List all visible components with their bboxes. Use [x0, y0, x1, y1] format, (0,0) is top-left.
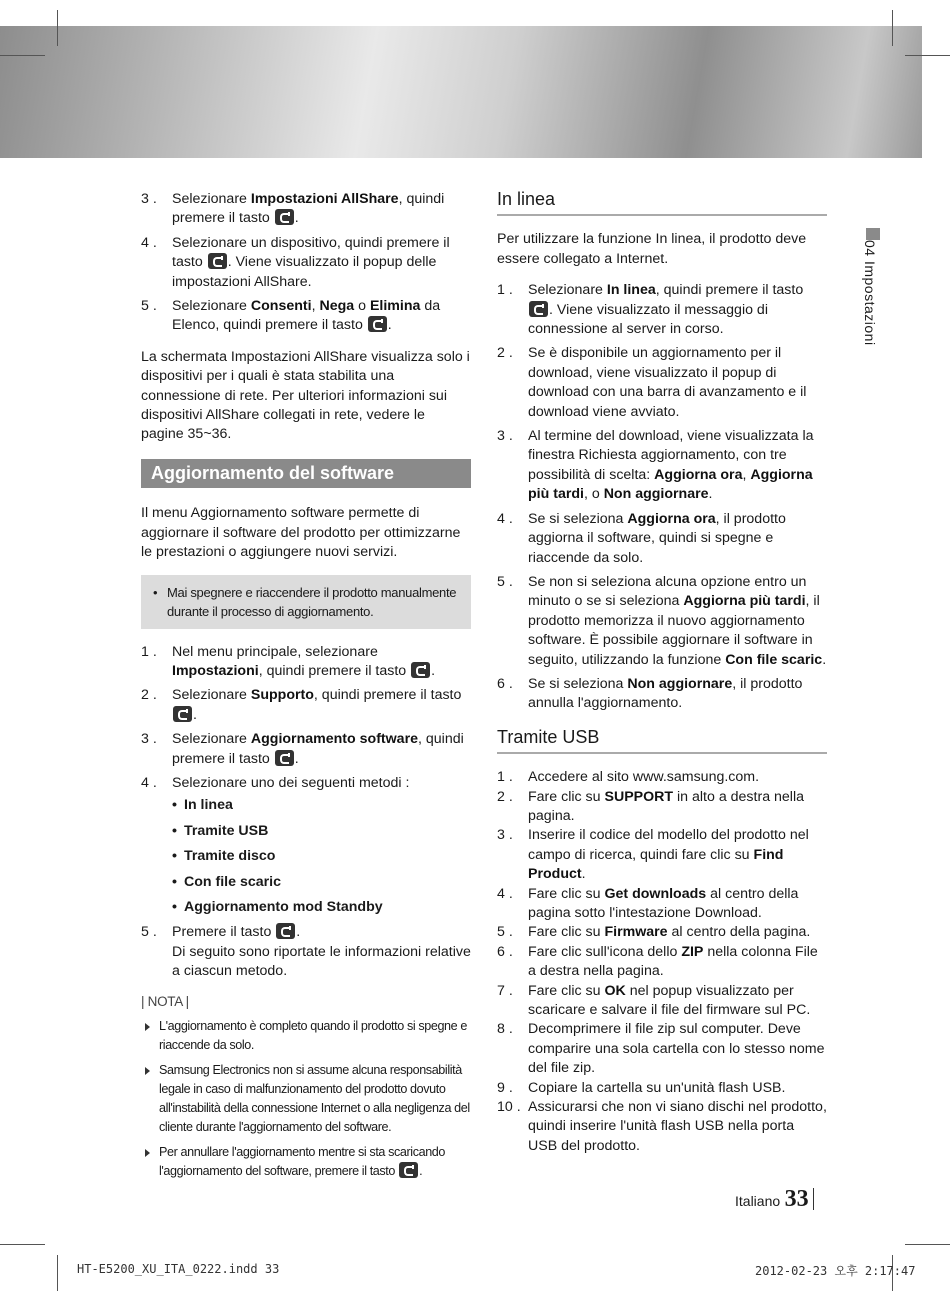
crop-mark — [57, 10, 58, 46]
step-text: Fare clic su OK nel popup visualizzato per scaricare e salvare il file del firmware sul PC. — [528, 982, 811, 1019]
allshare-steps — [141, 190, 471, 336]
list-item — [497, 1079, 827, 1098]
enter-button-icon — [411, 662, 430, 678]
bold-term: Non aggiornare — [627, 675, 733, 692]
step-number: 3 . — [141, 191, 157, 207]
in-linea-steps — [497, 281, 827, 714]
step-text: Inserire il codice del modello del prodotto nel campo di ricerca, quindi fare clic su Find Product. — [528, 827, 809, 883]
step-number: 5 . — [497, 573, 513, 590]
step-number: 3 . — [497, 827, 513, 844]
nota-item: Samsung Electronics non si assume alcuna responsabilità legale in caso di malfunzionamento del prodotto dovuto all'instabilità della connessione Internet o alla negligenza del cliente durante l'aggiornamento del software. — [141, 1061, 471, 1137]
step-text: Copiare la cartella su un'unità flash USB. — [528, 1079, 786, 1096]
list-item — [141, 234, 471, 292]
crop-mark — [905, 55, 950, 56]
bold-term: Impostazioni — [172, 662, 259, 679]
list-item — [497, 281, 827, 339]
step-text: Decomprimere il file zip sul computer. Deve comparire una sola cartella con lo stesso nome del file zip. — [528, 1021, 825, 1077]
step-text: Nel menu principale, selezionare Impostazioni, quindi premere il tasto . — [172, 643, 436, 679]
step-number: 1 . — [497, 282, 513, 299]
step-number: 2 . — [497, 345, 513, 362]
bold-term: Aggiorna ora — [654, 466, 743, 483]
usb-title: Tramite USB — [497, 728, 827, 754]
method-item: • Con file scaric — [172, 873, 471, 892]
left-column — [141, 190, 471, 1187]
step-number: 5 . — [141, 298, 157, 315]
enter-button-icon — [275, 209, 294, 225]
list-item — [141, 730, 471, 769]
enter-button-icon — [208, 253, 227, 269]
bold-term: Find Product — [528, 846, 784, 883]
step-text: Assicurarsi che non vi siano dischi nel prodotto, quindi inserire l'unità flash USB nella porta USB del prodotto. — [528, 1099, 827, 1154]
step-text: Se si seleziona Aggiorna ora, il prodotto aggiorna il software, quindi si spegne e riaccende da solo. — [528, 510, 786, 566]
step-text: Selezionare In linea, quindi premere il tasto . Viene visualizzato il messaggio di connessione al server in corso. — [528, 282, 804, 338]
bold-term: Supporto — [250, 687, 314, 704]
step-text: Accedere al sito www.samsung.com. — [528, 769, 760, 786]
step-number: 1 . — [497, 769, 513, 786]
bold-term: Aggiorna ora — [627, 510, 716, 527]
in-linea-title: In linea — [497, 190, 827, 216]
method-list — [172, 796, 471, 917]
step-text: Se è disponibile un aggiornamento per il download, viene visualizzato il popup di download con una barra di avanzamento e il download viene avviato. — [528, 345, 807, 420]
step-text: Se non si seleziona alcuna opzione entro un minuto o se si seleziona Aggiorna più tardi, il prodotto memorizza il nuovo aggiornamento software. È possibile aggiornare il software in seguito, utilizzando la funzione Con file scaric. — [528, 573, 827, 668]
enter-button-icon — [173, 706, 192, 722]
bold-term: ZIP — [681, 943, 704, 960]
bold-term: SUPPORT — [604, 788, 674, 805]
step-number: 4 . — [141, 774, 157, 791]
nota-item: Per annullare l'aggiornamento mentre si sta scaricando l'aggiornamento del software, premere il tasto . — [141, 1143, 471, 1181]
section-paragraph: Il menu Aggiornamento software permette di aggiornare il software del prodotto per ottimizzarne le prestazioni o aggiungere nuovi servizi. — [141, 505, 461, 561]
usb-steps — [497, 768, 827, 1156]
crop-mark — [57, 1255, 58, 1291]
step-text: Selezionare Supporto, quindi premere il tasto . — [172, 687, 462, 723]
warning-note — [141, 575, 471, 629]
nota-title: | NOTA | — [141, 993, 189, 1009]
bold-term: Get downloads — [604, 885, 707, 902]
list-item — [497, 826, 827, 884]
step-number: 4 . — [497, 885, 513, 902]
step-text: Selezionare Impostazioni AllShare, quindi premere il tasto . — [172, 191, 445, 227]
list-item — [141, 686, 471, 725]
right-column — [497, 190, 827, 1156]
step-number: 5 . — [497, 924, 513, 941]
slug-filename: HT-E5200_XU_ITA_0222.indd 33 — [77, 1262, 280, 1276]
enter-button-icon — [529, 301, 548, 317]
page-number: 33 — [784, 1186, 809, 1212]
bold-term: Nega — [319, 298, 355, 315]
list-item — [497, 510, 827, 568]
method-item: • Aggiornamento mod Standby — [172, 898, 471, 917]
bold-term: In linea — [606, 282, 656, 299]
step-text: Selezionare Aggiornamento software, quindi premere il tasto . — [172, 731, 464, 767]
step-number: 2 . — [141, 687, 157, 704]
step-number: 5 . — [141, 924, 157, 941]
list-item — [497, 675, 827, 714]
step-number: 6 . — [497, 943, 513, 960]
nota-list — [141, 1017, 471, 1181]
list-item — [497, 788, 827, 827]
step-text: Fare clic su SUPPORT in alto a destra nella pagina. — [528, 788, 805, 824]
step-text: Selezionare un dispositivo, quindi premere il tasto . Viene visualizzato il popup delle impostazioni AllShare. — [172, 234, 450, 290]
step-number: 9 . — [497, 1079, 513, 1096]
step-number: 4 . — [141, 234, 157, 251]
step-text: Selezionare Consenti, Nega o Elimina da Elenco, quindi premere il tasto . — [172, 298, 441, 334]
bold-term: Aggiorna più tardi — [683, 593, 806, 610]
bold-term: Non aggiornare — [603, 486, 709, 503]
list-item — [141, 643, 471, 682]
header-gradient-band — [0, 26, 922, 158]
crop-mark — [905, 1244, 950, 1245]
chapter-tab-marker — [866, 228, 880, 240]
slug-date: 2012-02-23 오후 2:17:47 — [755, 1264, 916, 1278]
step-text: Al termine del download, viene visualizzata la finestra Richiesta aggiornamento, con tre possibilità di scelta: Aggiorna ora, Aggiorna più tardi, o Non aggiornare. — [528, 428, 814, 503]
step-text: Fare clic su Firmware al centro della pagina. — [528, 924, 811, 941]
update-steps — [141, 643, 471, 794]
method-item: • In linea — [172, 796, 471, 815]
list-item — [497, 943, 827, 982]
list-item — [497, 1098, 827, 1156]
enter-button-icon — [399, 1162, 418, 1178]
bold-term: Firmware — [604, 924, 668, 941]
bold-term: Elimina — [369, 298, 421, 315]
in-linea-paragraph: Per utilizzare la funzione In linea, il prodotto deve essere collegato a Internet. — [497, 231, 807, 267]
crop-mark — [892, 10, 893, 46]
list-item — [141, 297, 471, 336]
list-item — [497, 768, 827, 787]
allshare-paragraph: La schermata Impostazioni AllShare visualizza solo i dispositivi per i quali è stata stabilita una connessione di rete. Per ulteriori informazioni sui dispositivi AllShare collegati in rete, vedere le pagine 35~36. — [141, 348, 470, 443]
footer-language: Italiano — [735, 1193, 781, 1209]
list-item — [497, 573, 827, 670]
bold-term: Consenti — [250, 298, 312, 315]
step-text: Se si seleziona Non aggiornare, il prodotto annulla l'aggiornamento. — [528, 675, 803, 712]
step-number: 4 . — [497, 510, 513, 527]
method-item: • Tramite USB — [172, 822, 471, 841]
step-text: Fare clic su Get downloads al centro della pagina sotto l'intestazione Download. — [528, 885, 799, 921]
step-number: 3 . — [497, 428, 513, 445]
list-item — [497, 1020, 827, 1078]
list-item — [141, 190, 471, 229]
enter-button-icon — [275, 750, 294, 766]
footer-divider — [813, 1188, 814, 1210]
step-number: 3 . — [141, 731, 157, 748]
step-text: Premere il tasto . Di seguito sono riportate le informazioni relative a ciascun metodo. — [172, 924, 471, 980]
bold-term: Con file scaric — [725, 651, 823, 668]
step-number: 7 . — [497, 982, 513, 999]
crop-mark — [0, 55, 45, 56]
nota-item: L'aggiornamento è completo quando il prodotto si spegne e riaccende da solo. — [141, 1017, 471, 1055]
step-text: Selezionare uno dei seguenti metodi : — [172, 774, 410, 791]
chapter-label: 04 Impostazioni — [862, 240, 878, 346]
bold-term: Aggiorna più tardi — [528, 466, 813, 503]
list-item — [497, 344, 827, 422]
bold-term: OK — [604, 982, 626, 999]
crop-mark — [0, 1244, 45, 1245]
update-step-5 — [141, 923, 471, 981]
list-item — [497, 982, 827, 1021]
step-number: 1 . — [141, 643, 157, 660]
bold-term: Impostazioni AllShare — [250, 191, 399, 207]
warning-note-text: Mai spegnere e riaccendere il prodotto manualmente durante il processo di aggiornamento. — [167, 584, 457, 619]
step-number: 8 . — [497, 1021, 513, 1038]
step-number: 2 . — [497, 788, 513, 805]
list-item — [141, 923, 471, 981]
method-item: • Tramite disco — [172, 847, 471, 866]
page-footer — [735, 1186, 814, 1213]
list-item — [497, 885, 827, 924]
list-item — [497, 427, 827, 505]
bold-term: Aggiornamento software — [250, 731, 418, 748]
list-item — [497, 923, 827, 942]
enter-button-icon — [368, 316, 387, 332]
bullet-icon: • — [153, 584, 158, 600]
step-number: 10 . — [497, 1099, 521, 1116]
enter-button-icon — [276, 923, 295, 939]
section-title: Aggiornamento del software — [141, 459, 471, 488]
step-number: 6 . — [497, 675, 513, 692]
list-item — [141, 774, 471, 793]
step-text: Fare clic sull'icona dello ZIP nella colonna File a destra nella pagina. — [528, 943, 818, 980]
